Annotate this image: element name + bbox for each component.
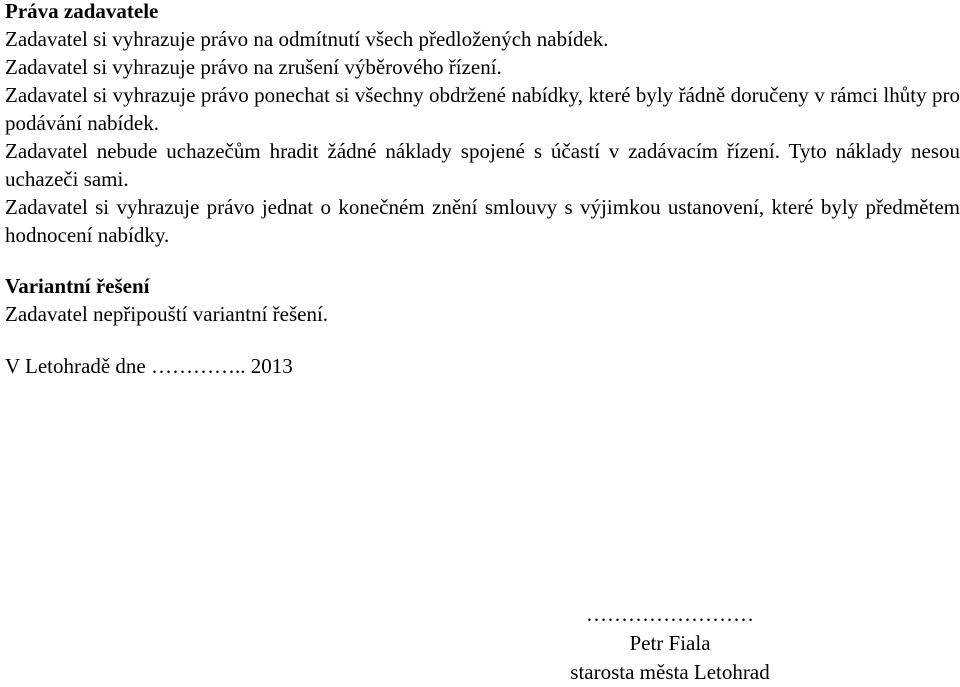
variant-paragraph: Zadavatel nepřipouští variantní řešení.: [5, 302, 329, 326]
rights-paragraph: Zadavatel si vyhrazuje právo na odmítnutí všech předložených nabídek.: [5, 27, 609, 51]
signature-dots: ……………………: [586, 602, 754, 626]
spacer: [5, 249, 960, 272]
rights-paragraph: Zadavatel nebude uchazečům hradit žádné náklady spojené s účastí v zadávacím řízení. Tyto náklady nesou uchazeči sami.: [5, 139, 960, 191]
signature-block: [520, 600, 820, 687]
signatory-title: starosta města Letohrad: [570, 660, 770, 684]
rights-paragraph: Zadavatel si vyhrazuje právo ponechat si všechny obdržené nabídky, které byly řádně doručeny v rámci lhůty pro podávání nabídek.: [5, 83, 960, 135]
section-heading-rights: Práva zadavatele: [5, 0, 159, 23]
document-body: [5, 0, 960, 380]
section-heading-variant: Variantní řešení: [5, 274, 150, 298]
signatory-name: Petr Fiala: [629, 631, 711, 655]
rights-paragraph: Zadavatel si vyhrazuje právo na zrušení výběrového řízení.: [5, 55, 502, 79]
rights-paragraph: Zadavatel si vyhrazuje právo jednat o konečném znění smlouvy s výjimkou ustanovení, které byly předmětem hodnocení nabídky.: [5, 195, 960, 247]
spacer: [5, 328, 960, 352]
place-date-line: V Letohradě dne ………….. 2013: [5, 354, 293, 378]
